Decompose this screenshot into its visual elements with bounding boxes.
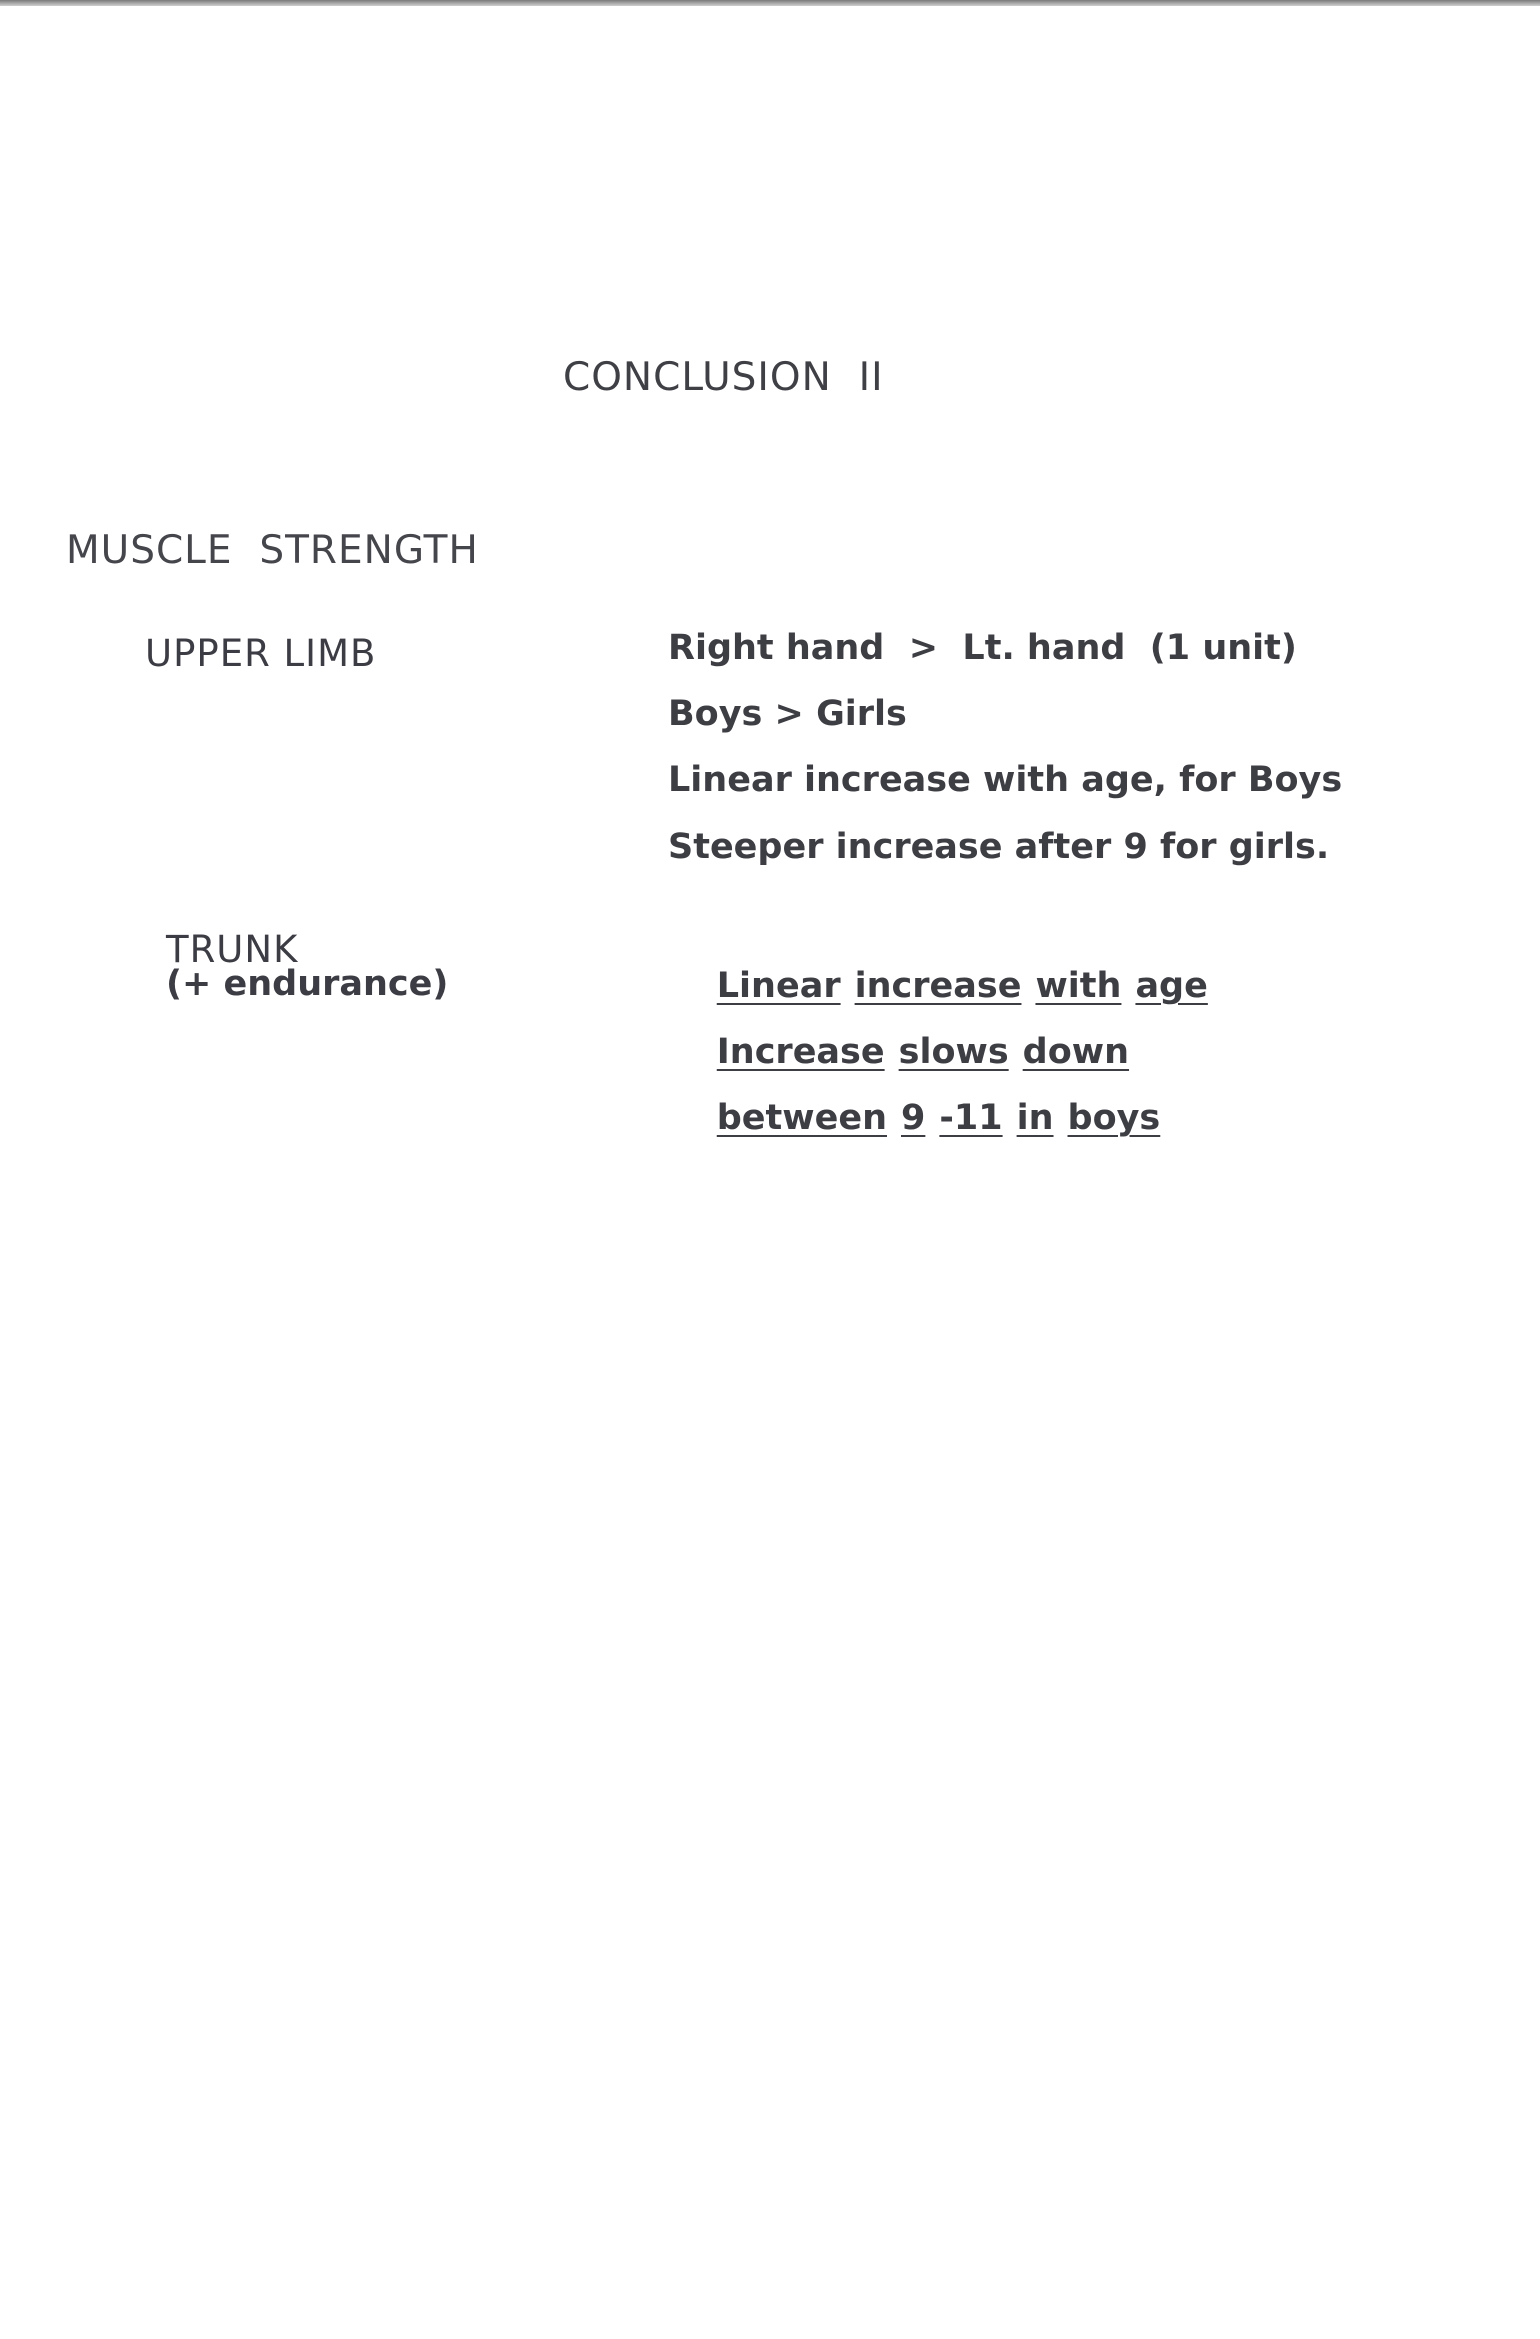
underlined-word: increase xyxy=(854,966,1022,1006)
underlined-word: between xyxy=(716,1098,887,1138)
upper-limb-label: UPPER LIMB xyxy=(145,632,377,675)
underlined-word: down xyxy=(1022,1032,1130,1072)
underlined-word: in xyxy=(1016,1098,1054,1138)
trunk-line xyxy=(668,1058,1160,1178)
underlined-word: with xyxy=(1035,966,1122,1006)
page-title: CONCLUSION II xyxy=(563,355,884,400)
scan-edge xyxy=(0,0,1540,6)
underlined-word: -11 xyxy=(939,1098,1003,1138)
upper-limb-line: Boys > Girls xyxy=(668,694,907,734)
upper-limb-line: Linear increase with age, for Boys xyxy=(668,760,1343,800)
underlined-word: boys xyxy=(1067,1098,1161,1138)
underlined-word: age xyxy=(1135,966,1208,1006)
upper-limb-line: Steeper increase after 9 for girls. xyxy=(668,827,1330,867)
underlined-word: 9 xyxy=(901,1098,926,1138)
trunk-label: TRUNK xyxy=(166,928,299,971)
underlined-word: Increase xyxy=(716,1032,885,1072)
underlined-word: slows xyxy=(898,1032,1009,1072)
upper-limb-line: Right hand > Lt. hand (1 unit) xyxy=(668,628,1297,668)
trunk-note: (+ endurance) xyxy=(166,964,449,1004)
section-heading: MUSCLE STRENGTH xyxy=(66,528,479,573)
underlined-word: Linear xyxy=(716,966,841,1006)
